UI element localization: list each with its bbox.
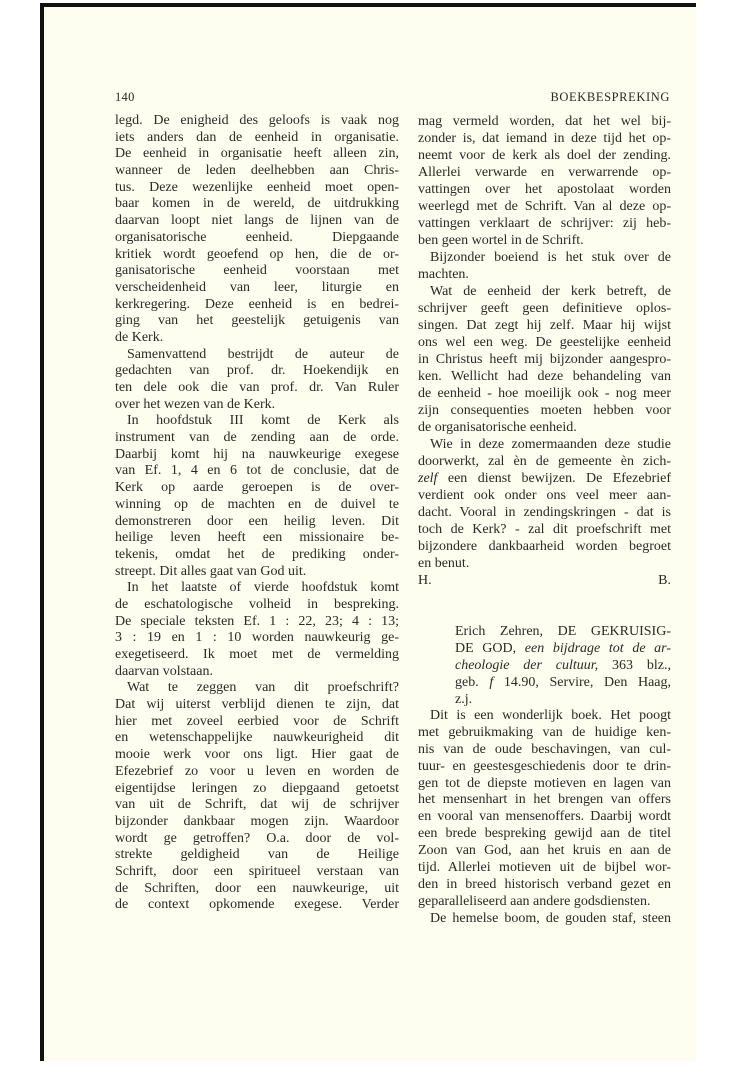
text-line: Bijzonder boeiend is het stuk over de xyxy=(430,250,671,265)
text-line: De speciale teksten Ef. 1 : 22, 23; 4 : 13; xyxy=(115,613,399,629)
paragraph xyxy=(115,113,399,347)
text-line: doorwerkt, zal èn de gemeente èn zich- xyxy=(418,454,671,469)
text-line: van Ef. 1, 4 en 6 tot de conclusie, dat de xyxy=(115,463,399,479)
text-line: hier met zoveel eerbied voor de Schrift xyxy=(115,713,399,729)
text-line: Wat de eenheid der kerk betreft, de xyxy=(430,284,671,299)
text-line: instrument van de zending aan de orde. xyxy=(115,430,399,446)
text-line: de eschatologische volheid in bespreking. xyxy=(115,596,399,612)
text-line: daarvan loopt niet langs de lijnen van de xyxy=(115,213,399,229)
text-line: ganisatorische eenheid voorstaan met xyxy=(115,263,399,279)
text-line: Efezebrief zo voor u leven en worden de xyxy=(115,763,399,779)
italic-text: zelf xyxy=(418,471,438,486)
paragraph xyxy=(418,436,671,572)
text-line: in Christus heeft mij bijzonder aangespro- xyxy=(418,352,671,367)
text-line xyxy=(455,674,671,691)
text-line: organisatorische eenheid. Diepgaande xyxy=(115,229,399,245)
text-line: een brede bespreking gewijd aan de titel xyxy=(418,826,671,842)
signature-initial-left: H. xyxy=(418,573,432,588)
text-line: de eenheid - hoe moeilijk ook - nog meer xyxy=(418,386,671,401)
text-line: en vooral van mensenoffers. Daarbij wordt xyxy=(418,809,671,825)
text-line: neemt voor de kerk als doel der zending. xyxy=(418,148,671,163)
text-line: dacht. Vooral in zendingskringen - dat is xyxy=(418,505,671,520)
page-number: 140 xyxy=(115,90,135,104)
text-line: toch de Kerk? - zal dit proefschrift met xyxy=(418,522,671,537)
text-segment: 363 blz., xyxy=(598,658,671,673)
text-line: zijn consequenties moeten hebben voor xyxy=(418,403,671,418)
right-text-column-bottom xyxy=(418,708,671,928)
text-line: geparalleliseerd aan andere godsdiensten. xyxy=(418,893,651,909)
right-text-column-top xyxy=(418,113,671,572)
text-line: ben geen wortel in de Schrift. xyxy=(418,233,584,248)
text-line: de organisatorische eenheid. xyxy=(418,420,577,435)
text-line: Samenvattend bestrijdt de auteur de xyxy=(127,346,399,362)
text-segment: een dienst bewijzen. De Efezebrief xyxy=(437,471,671,486)
text-line: In hoofdstuk III komt de Kerk als xyxy=(127,413,399,429)
text-line: kritiek wordt geoefend op hen, die de or- xyxy=(115,246,399,262)
review-signature xyxy=(418,573,671,589)
paragraph xyxy=(418,249,671,283)
text-line: De hemelse boom, de gouden staf, steen xyxy=(430,910,671,926)
text-line: winning op de machten en de duivel te xyxy=(115,496,399,512)
paragraph xyxy=(115,680,399,914)
signature-initial-right: B. xyxy=(658,573,671,588)
text-line: de context opkomende exegese. Verder xyxy=(115,897,399,913)
text-line: streept. Dit alles gaat van God uit. xyxy=(115,563,307,579)
text-line: Erich Zehren, DE GEKRUISIG- xyxy=(455,624,671,639)
text-line: het mensenhart in het brengen van offers xyxy=(418,792,671,808)
text-line: De eenheid in organisatie heeft alleen zin, xyxy=(115,146,399,162)
text-line: den in breed historisch verband gezet en xyxy=(418,876,671,892)
text-line: mag vermeld worden, dat het wel bij- xyxy=(418,114,671,129)
paragraph xyxy=(455,623,671,708)
text-line: ons wel een weg. De geestelijke eenheid xyxy=(418,335,671,350)
text-line: nis van de oude beschavingen, van cul- xyxy=(418,741,671,757)
running-head: BOEKBESPREKING xyxy=(550,90,670,104)
text-line: tus. Deze wezenlijke eenheid moet open- xyxy=(115,179,399,195)
text-line: ging van het geestelijk getuigenis van xyxy=(115,313,399,329)
text-line: over het wezen van de Kerk. xyxy=(115,396,276,412)
text-line: 3 : 19 en 1 : 10 worden nauwkeurig ge- xyxy=(115,630,399,646)
text-line: Kerk op aarde geroepen is de over- xyxy=(115,480,399,496)
text-line: en wetenschappelijke nauwkeurigheid dit xyxy=(115,730,399,746)
text-line: heilige leven heeft een missionaire be- xyxy=(115,530,399,546)
paragraph xyxy=(418,708,671,911)
paragraph xyxy=(115,580,399,680)
text-line: ten dele ook die van prof. dr. Van Ruler xyxy=(115,380,399,395)
text-line: iets anders dan de eenheid in organisatie. xyxy=(115,129,399,145)
text-line: machten. xyxy=(418,267,469,282)
text-line: Dit is een wonderlijk boek. Het poogt xyxy=(430,708,671,723)
text-line: bijzonder dankbaar mogen zijn. Waardoor xyxy=(115,813,399,829)
text-line: verdient ook onder ons veel meer aan- xyxy=(418,488,671,503)
text-line: met gebruikmaking van de huidige ken- xyxy=(418,724,671,740)
text-line xyxy=(455,657,671,674)
text-line: wordt ge getroffen? O.a. door de vol- xyxy=(115,830,399,846)
text-line: Daarbij komt hij na nauwkeurige exegese xyxy=(115,446,399,462)
text-line: zonder is, dat iemand in deze tijd het op- xyxy=(418,131,671,146)
text-line: Wie in deze zomermaanden deze studie xyxy=(430,437,671,452)
text-line: de Schriften, door een nauwkeurige, uit xyxy=(115,880,399,896)
text-line: bijzondere dankbaarheid worden begroet xyxy=(418,539,671,554)
book-citation xyxy=(455,623,671,708)
text-line: mooie werk voor ons ligt. Hier gaat de xyxy=(115,747,399,763)
text-line: baar komen in de wereld, de uitdrukking xyxy=(115,196,399,212)
paragraph xyxy=(115,347,399,414)
text-line: Dat wij uiterst verblijd dienen te zijn, dat xyxy=(115,697,399,713)
left-text-column xyxy=(115,113,399,914)
italic-text: een bijdrage tot de ar- xyxy=(524,641,671,656)
text-line: verscheidenheid van leer, liturgie en xyxy=(115,279,399,295)
text-line: gen tot de diepste motieven en lagen van xyxy=(418,775,671,791)
paragraph xyxy=(418,113,671,249)
text-line: Schrift, door een spiritueel verstaan van xyxy=(115,863,399,879)
text-segment: geb. xyxy=(455,675,490,690)
paragraph xyxy=(418,283,671,436)
text-line: singen. Dat zegt hij zelf. Maar hij wijst xyxy=(418,318,671,333)
text-line: ken. Wellicht had deze behandeling van xyxy=(418,369,671,384)
italic-text: cheologie der cultuur, xyxy=(455,658,599,673)
text-line: van uit de Schrift, dat wij de schrijver xyxy=(115,797,399,813)
text-line: vattingen over het apostolaat worden xyxy=(418,182,671,197)
text-line: gedachten van prof. dr. Hoekendijk en xyxy=(115,363,399,379)
text-segment: DE GOD, xyxy=(455,641,525,656)
text-line: schrijver geeft geen definitieve oplos- xyxy=(418,301,671,316)
paragraph xyxy=(418,911,671,928)
text-line: wanneer de leden deelhebben aan Chris- xyxy=(115,163,399,179)
text-line: daarvan volstaan. xyxy=(115,663,213,679)
text-line xyxy=(455,640,671,657)
text-line: tijd. Allerlei motieven uit de bijbel wor- xyxy=(418,860,671,876)
text-line: weerlegd met de Schrift. Van al deze op- xyxy=(418,199,671,214)
text-segment: 14.90, Servire, Den Haag, xyxy=(493,675,671,690)
text-line: kerkregering. Deze eenheid is en bedrei- xyxy=(115,296,399,312)
text-line: vattingen verklaart de schrijver: zij heb- xyxy=(418,216,671,231)
text-line: strekte geldigheid van de Heilige xyxy=(115,847,399,863)
text-line xyxy=(418,470,671,487)
text-line: tuur- en geestesgeschiedenis door te drin- xyxy=(418,758,671,774)
text-line: demonstreren door een heilig leven. Dit xyxy=(115,513,399,529)
text-line: eigentijdse leringen zo diepgaand getoetst xyxy=(115,780,399,796)
text-line: Allerlei verwarde en verwarrende op- xyxy=(418,165,671,180)
text-line: de Kerk. xyxy=(115,329,164,345)
text-line: exegetiseerd. Ik moet met de vermelding xyxy=(115,647,399,662)
text-line: legd. De enigheid des geloofs is vaak nog xyxy=(115,113,399,128)
text-line: Zoon van God, aan het kruis en aan de xyxy=(418,843,671,859)
text-line: In het laatste of vierde hoofdstuk komt xyxy=(127,580,399,596)
text-line: z.j. xyxy=(455,692,473,707)
italic-text: f xyxy=(489,675,494,690)
text-line: Wat te zeggen van dit proefschrift? xyxy=(127,680,399,696)
text-line: tekenis, omdat het de prediking onder- xyxy=(115,546,399,562)
paragraph xyxy=(115,413,399,580)
text-line: en benut. xyxy=(418,556,470,571)
